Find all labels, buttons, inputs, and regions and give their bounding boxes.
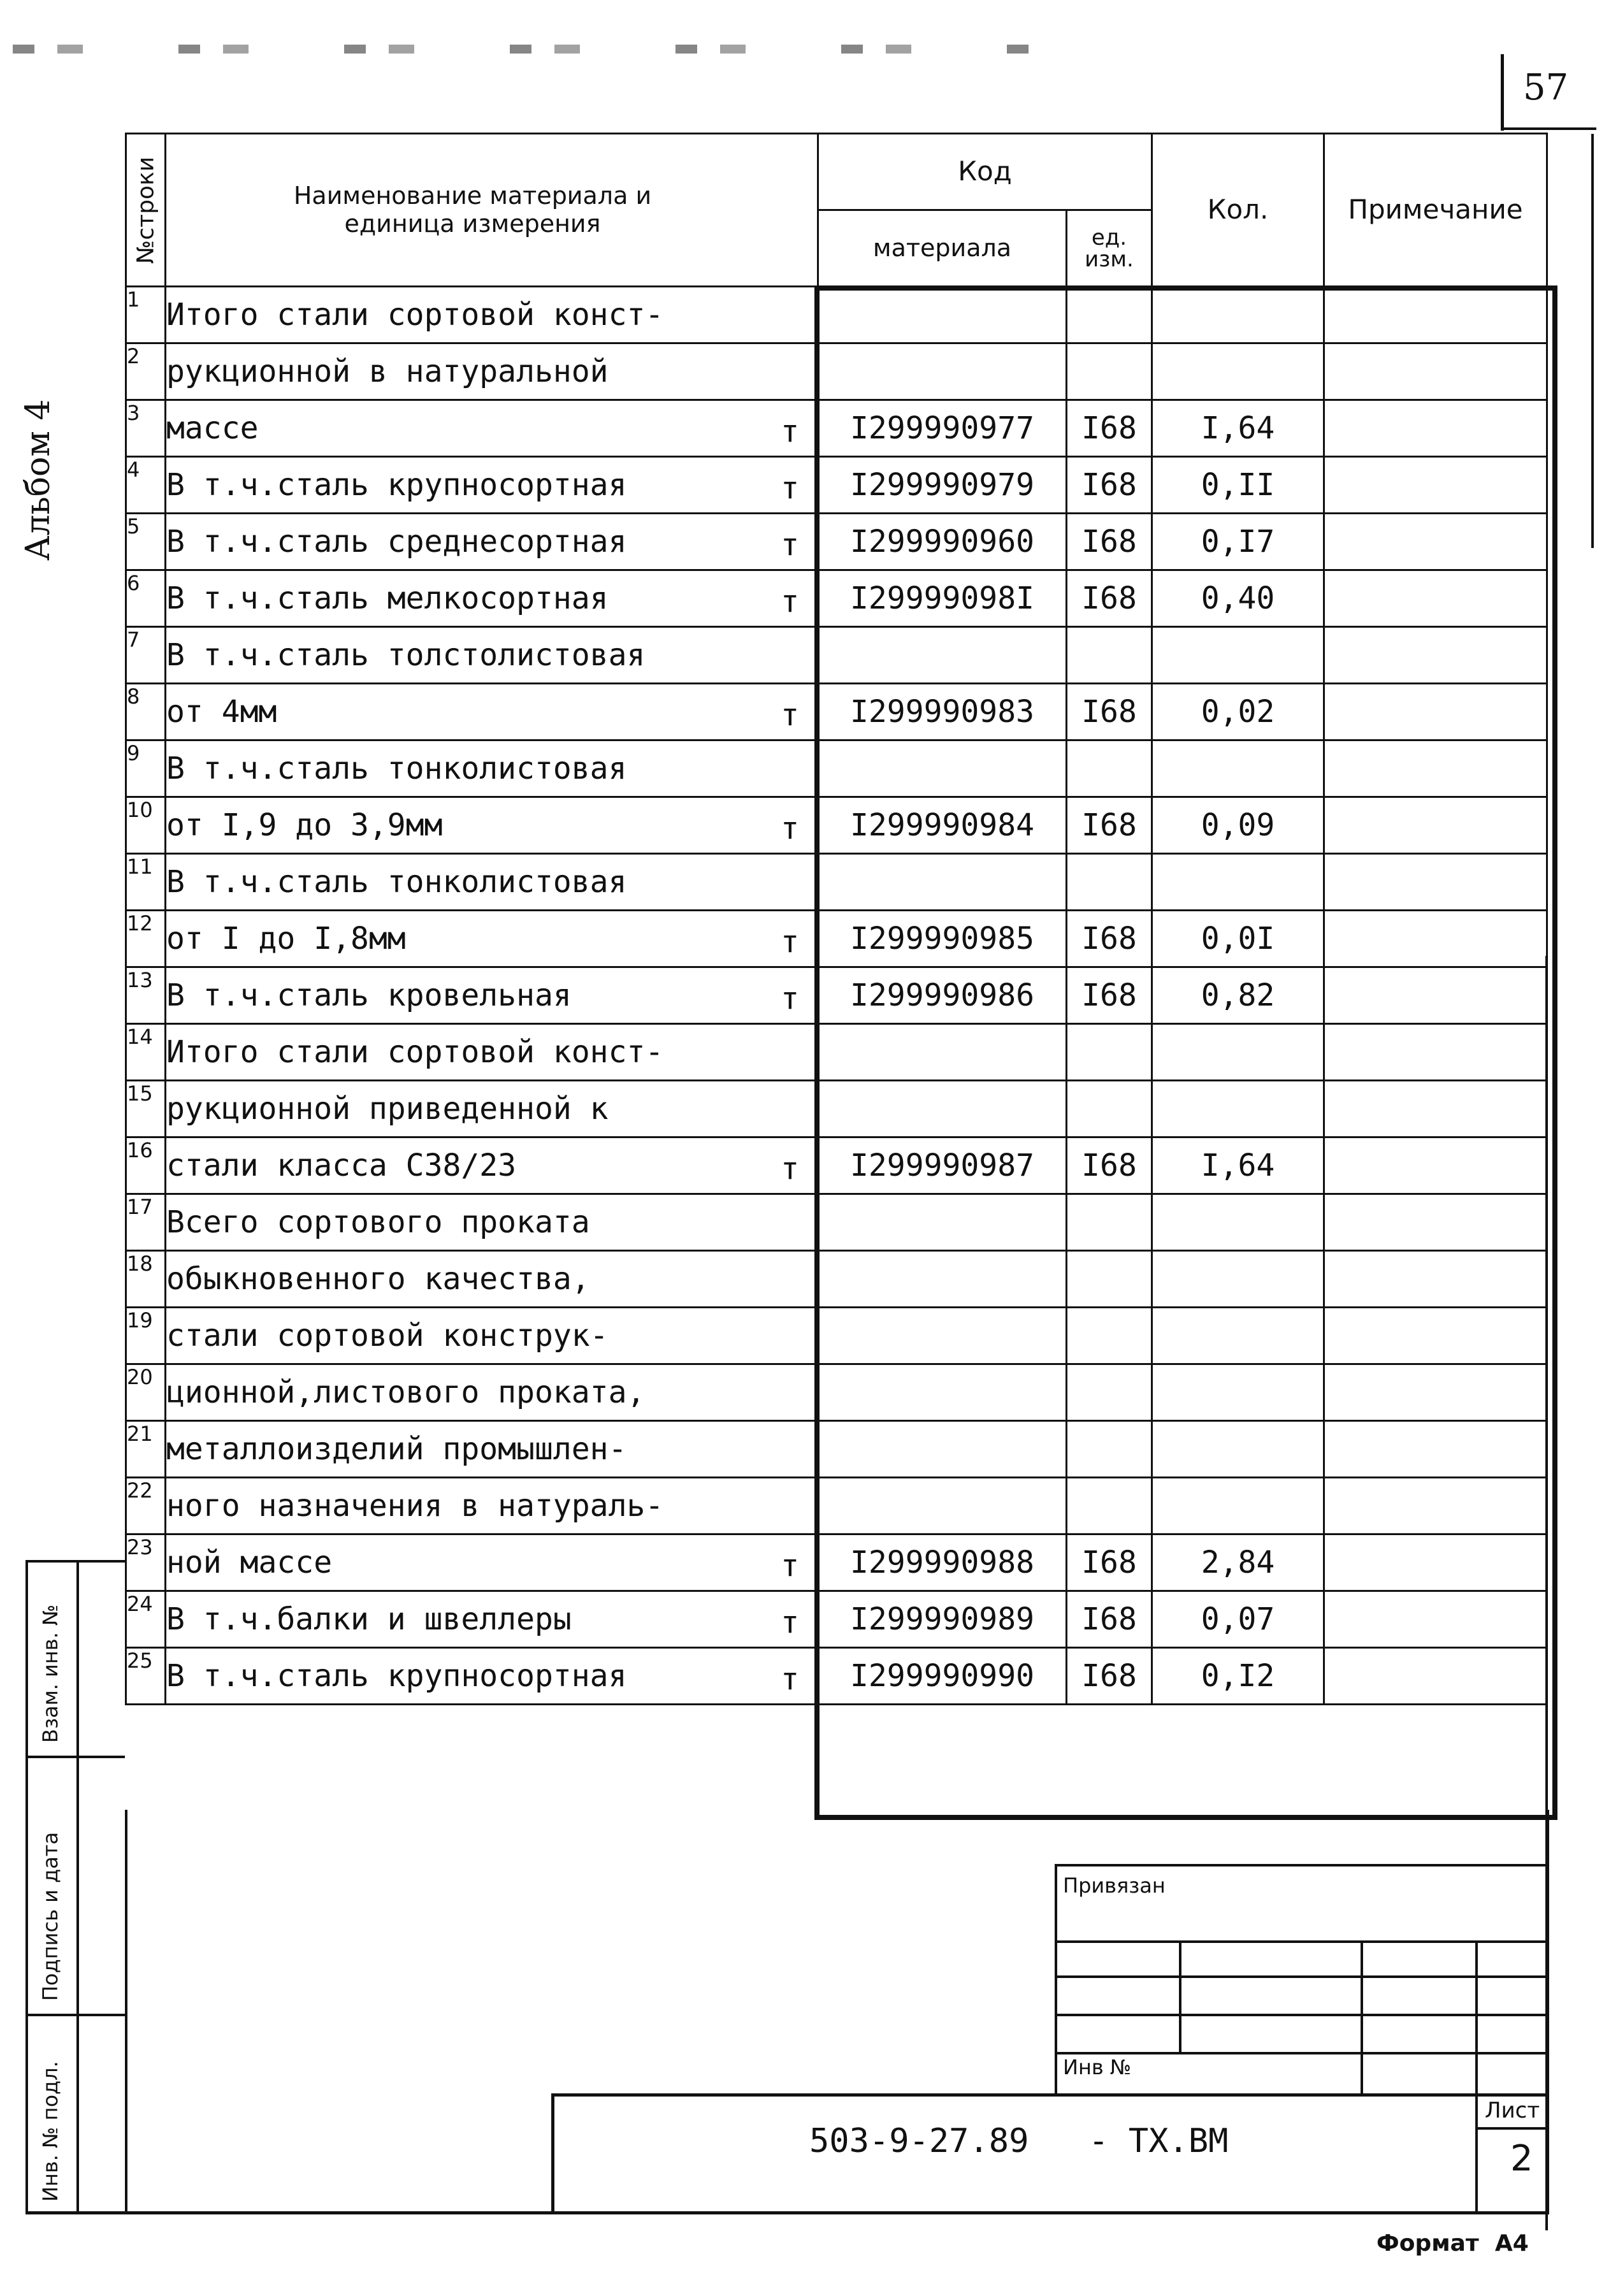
scan-artifact: [13, 45, 1032, 54]
table-row: 17 Всего сортового проката: [126, 1194, 1547, 1251]
stamp-hline: [1055, 2014, 1549, 2016]
table-row: 23 ной массе т I299990988 I68 2,84: [126, 1534, 1547, 1591]
table-row: 10 от I,9 до 3,9мм т I299990984 I68 0,09: [126, 797, 1547, 854]
table-row: 18 обыкновенного качества,: [126, 1251, 1547, 1308]
table-row: 22 ного назначения в натураль-: [126, 1478, 1547, 1534]
table-row: 2 рукционной в натуральной: [126, 343, 1547, 400]
designation-box-left: [551, 2093, 554, 2214]
stamp-top-line: [1055, 1864, 1549, 1866]
left-stamp-divider: [25, 1560, 125, 1563]
header-code: Код: [818, 134, 1152, 210]
table-row: 14 Итого стали сортовой конст-: [126, 1024, 1547, 1081]
inv-no-label: Инв №: [1063, 2055, 1132, 2079]
album-label: Альбом 4: [19, 399, 57, 561]
designation-box-top: [551, 2093, 1549, 2097]
stamp-vline: [1361, 1940, 1363, 2093]
table-row: 11 В т.ч.сталь тонколистовая: [126, 854, 1547, 911]
header-row-number: №строки: [126, 134, 166, 287]
left-stamp-outer: [25, 1560, 28, 2213]
frame-line-top-right-horizontal: [1501, 127, 1596, 130]
header-code-unit: ед. изм.: [1067, 210, 1152, 287]
table-row: 9 В т.ч.сталь тонколистовая: [126, 740, 1547, 797]
vzam-inv-label: Взам. инв. №: [38, 1604, 62, 1743]
table-row: 20 ционной,листового проката,: [126, 1364, 1547, 1421]
table-row: 13 В т.ч.сталь кровельная т I299990986 I68 0,82: [126, 967, 1547, 1024]
left-stamp-inner: [76, 1560, 79, 2213]
table-row: 12 от I до I,8мм т I299990985 I68 0,0I: [126, 911, 1547, 967]
table-row: 7 В т.ч.сталь толстолистовая: [126, 627, 1547, 684]
table-row: 1 Итого стали сортовой конст-: [126, 287, 1547, 343]
inv-podl-label: Инв. № подл.: [38, 2061, 62, 2202]
header-quantity: Кол.: [1152, 134, 1324, 287]
table-row: 19 стали сортовой конструк-: [126, 1308, 1547, 1364]
table-row: 24 В т.ч.балки и швеллеры т I299990989 I68 0,07: [126, 1591, 1547, 1648]
format-label: Формат А4: [1376, 2230, 1529, 2256]
left-stamp-bottom: [25, 2211, 1549, 2214]
table-row: 3 массе т I299990977 I68 I,64: [126, 400, 1547, 457]
stamp-vline: [1179, 1940, 1181, 2052]
materials-table: [125, 133, 1548, 1705]
sheet-label: Лист: [1485, 2098, 1540, 2123]
stamp-hline: [1055, 1940, 1549, 1943]
sheet-box-divider: [1475, 2127, 1549, 2130]
table-row: 6 В т.ч.сталь мелкосортная т I29999098I I68 0,40: [126, 570, 1547, 627]
table-row: 8 от 4мм т I299990983 I68 0,02: [126, 684, 1547, 740]
page-number: 57: [1523, 67, 1569, 108]
stamp-left-line: [1055, 1864, 1057, 2093]
left-stamp-divider: [25, 2014, 125, 2016]
privyazan-label: Привязан: [1063, 1874, 1166, 1898]
main-frame-left: [125, 1810, 127, 2213]
podpis-data-label: Подпись и дата: [38, 1831, 62, 2001]
frame-right-bottom: [1546, 1810, 1549, 2214]
header-note: Примечание: [1324, 134, 1547, 287]
document-designation: 503-9-27.89 - ТХ.ВМ: [809, 2122, 1229, 2160]
stamp-hline: [1055, 2052, 1549, 2054]
stamp-vline: [1475, 1940, 1478, 2211]
header-code-material: материала: [818, 210, 1067, 287]
sheet-number: 2: [1510, 2138, 1533, 2179]
stamp-hline: [1055, 1975, 1549, 1978]
table-row: 5 В т.ч.сталь среднесортная т I299990960 I68 0,I7: [126, 514, 1547, 570]
frame-line-top-right-vertical: [1501, 54, 1504, 131]
table-row: 15 рукционной приведенной к: [126, 1081, 1547, 1137]
table-row: 25 В т.ч.сталь крупносортная т I299990990 I68 0,I2: [126, 1648, 1547, 1705]
right-edge-line: [1591, 134, 1594, 548]
header-material-name: Наименование материала и единица измерения: [166, 134, 818, 287]
table-row: 16 стали класса С38/23 т I299990987 I68 I,64: [126, 1137, 1547, 1194]
table-row: 21 металлоизделий промышлен-: [126, 1421, 1547, 1478]
table-row: 4 В т.ч.сталь крупносортная т I299990979 I68 0,II: [126, 457, 1547, 514]
left-stamp-divider: [25, 1756, 125, 1758]
